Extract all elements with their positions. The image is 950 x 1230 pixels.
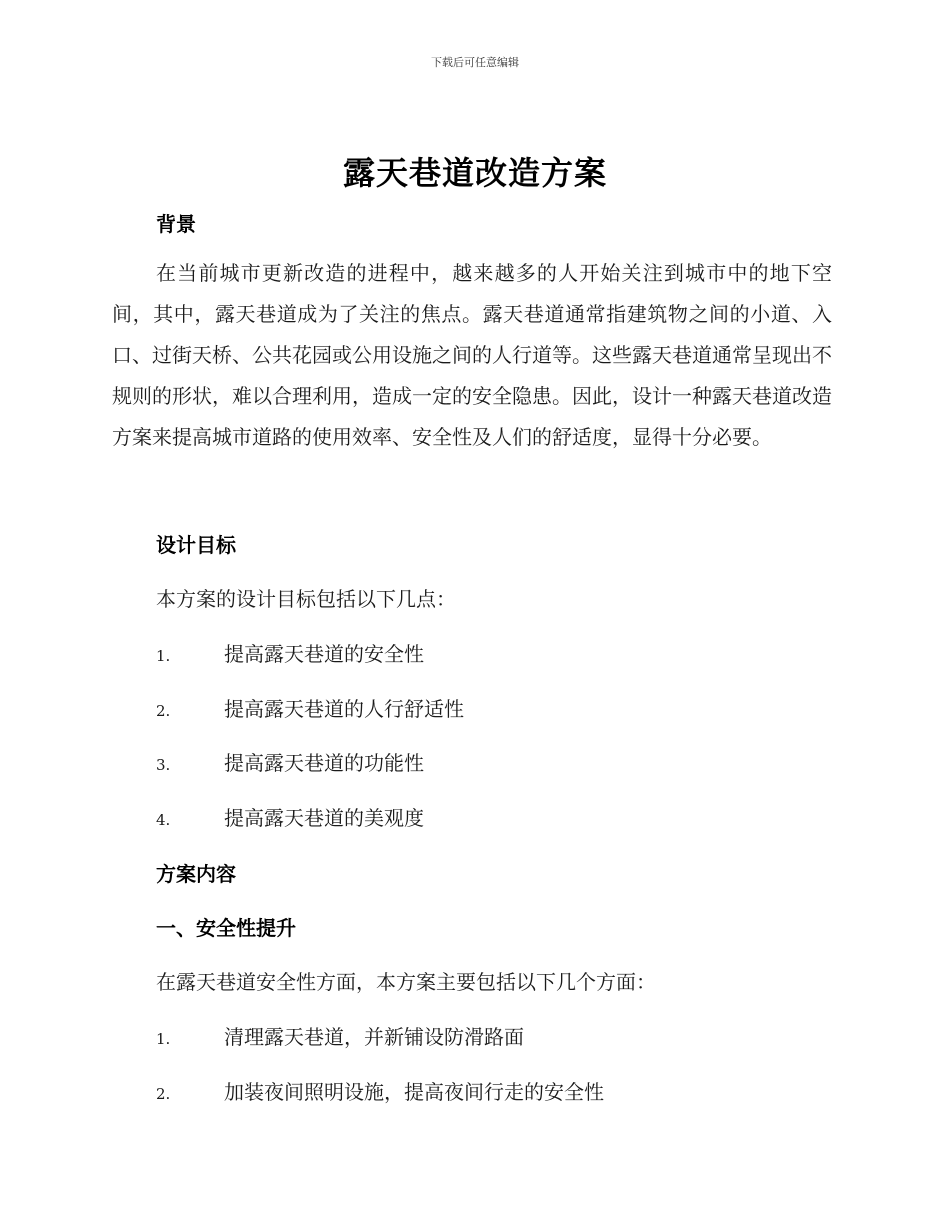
list-number: 4. xyxy=(156,811,171,829)
list-text: 提高露天巷道的功能性 xyxy=(224,751,424,775)
list-number: 1. xyxy=(156,1030,171,1048)
list-text: 清理露天巷道，并新铺设防滑路面 xyxy=(224,1025,524,1049)
subheading-safety: 一、安全性提升 xyxy=(156,916,296,940)
safety-item xyxy=(156,1076,604,1105)
list-text: 提高露天巷道的安全性 xyxy=(224,642,424,666)
goal-item xyxy=(156,638,424,667)
list-number: 2. xyxy=(156,702,171,720)
goal-item xyxy=(156,693,464,722)
list-text: 加装夜间照明设施，提高夜间行走的安全性 xyxy=(224,1080,604,1104)
list-number: 1. xyxy=(156,647,171,665)
heading-background: 背景 xyxy=(156,212,196,236)
goal-item xyxy=(156,802,424,831)
list-number: 2. xyxy=(156,1085,171,1103)
list-text: 提高露天巷道的美观度 xyxy=(224,806,424,830)
safety-intro: 在露天巷道安全性方面，本方案主要包括以下几个方面： xyxy=(156,970,656,994)
goals-intro: 本方案的设计目标包括以下几点： xyxy=(156,587,456,611)
list-text: 提高露天巷道的人行舒适性 xyxy=(224,697,464,721)
safety-item xyxy=(156,1021,524,1050)
heading-design-goals: 设计目标 xyxy=(156,533,236,557)
heading-plan-content: 方案内容 xyxy=(156,862,236,886)
goal-item xyxy=(156,747,424,776)
background-paragraph: 在当前城市更新改造的进程中，越来越多的人开始关注到城市中的地下空间，其中，露天巷道成为了关注的焦点。露天巷道通常指建筑物之间的小道、入口、过街天桥、公共花园或公用设施之间的人行道等。这些露天巷道通常呈现出不规则的形状，难以合理利用，造成一定的安全隐患。因此，设计一种露天巷道改造方案来提高城市道路的使用效率、安全性及人们的舒适度，显得十分必要。 xyxy=(112,261,832,449)
header-note: 下载后可任意编辑 xyxy=(431,56,519,69)
document-title: 露天巷道改造方案 xyxy=(342,154,607,192)
list-number: 3. xyxy=(156,756,171,774)
